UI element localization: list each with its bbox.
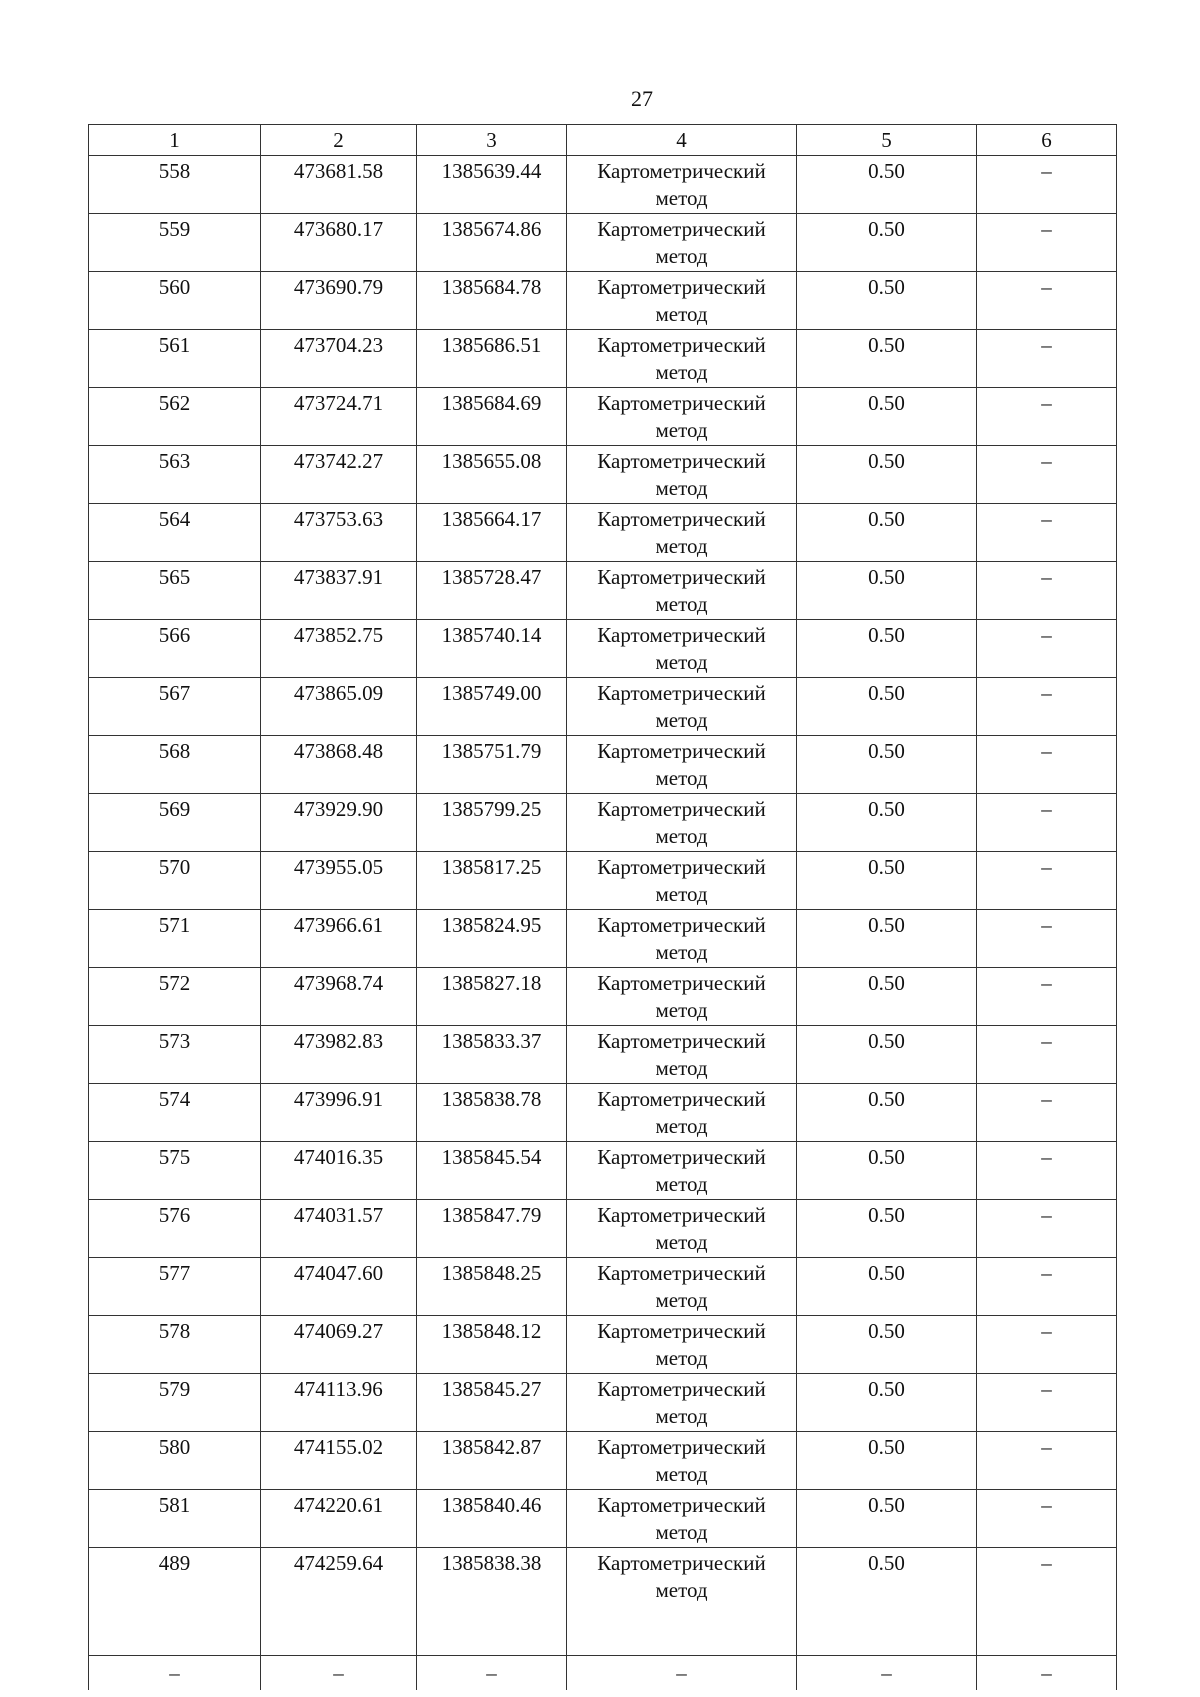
table-header <box>89 125 1117 156</box>
x-coordinate-cell: 473753.63 <box>261 504 417 562</box>
table-row <box>89 330 1117 388</box>
method-name-line1: Картометрический <box>597 217 766 241</box>
method-name-line1: Картометрический <box>597 1319 766 1343</box>
note-cell: – <box>977 272 1117 330</box>
method-name-line1: Картометрический <box>597 1435 766 1459</box>
header-row <box>89 125 1117 156</box>
method-name-line2: метод <box>655 1346 708 1370</box>
point-number-cell: 565 <box>89 562 261 620</box>
method-name-line1: Картометрический <box>597 971 766 995</box>
coordinates-table <box>88 124 1117 1690</box>
method-name-line2: метод <box>655 882 708 906</box>
accuracy-cell: 0.50 <box>797 1200 977 1258</box>
method-name-line1: Картометрический <box>597 565 766 589</box>
x-coordinate-cell: 474113.96 <box>261 1374 417 1432</box>
x-coordinate-cell: 473837.91 <box>261 562 417 620</box>
point-number-cell: 570 <box>89 852 261 910</box>
table-row <box>89 1374 1117 1432</box>
table-row <box>89 1026 1117 1084</box>
header-col-1: 1 <box>89 125 261 156</box>
point-number-cell: 575 <box>89 1142 261 1200</box>
x-coordinate-cell: 473968.74 <box>261 968 417 1026</box>
method-cell <box>567 1548 797 1656</box>
method-name-line1: Картометрический <box>597 913 766 937</box>
y-coordinate-cell: 1385751.79 <box>417 736 567 794</box>
method-name-line1: Картометрический <box>597 1087 766 1111</box>
x-coordinate-cell: 474259.64 <box>261 1548 417 1656</box>
method-name-line1: Картометрический <box>597 1145 766 1169</box>
table-row <box>89 678 1117 736</box>
accuracy-cell: 0.50 <box>797 1548 977 1656</box>
accuracy-cell: 0.50 <box>797 330 977 388</box>
method-name-line1: Картометрический <box>597 333 766 357</box>
x-coordinate-cell: 473690.79 <box>261 272 417 330</box>
accuracy-cell: 0.50 <box>797 1084 977 1142</box>
accuracy-cell: 0.50 <box>797 1432 977 1490</box>
method-name-line2: метод <box>655 708 708 732</box>
accuracy-cell: 0.50 <box>797 156 977 214</box>
x-coordinate-cell: 473680.17 <box>261 214 417 272</box>
table-row <box>89 272 1117 330</box>
table-row <box>89 1258 1117 1316</box>
point-number-cell: 580 <box>89 1432 261 1490</box>
table-body <box>89 156 1117 1691</box>
method-cell <box>567 1084 797 1142</box>
accuracy-cell: 0.50 <box>797 852 977 910</box>
method-cell <box>567 1374 797 1432</box>
method-name-line2: метод <box>655 766 708 790</box>
method-name-line2: метод <box>655 650 708 674</box>
method-name-line1: Картометрический <box>597 507 766 531</box>
y-coordinate-cell: 1385833.37 <box>417 1026 567 1084</box>
point-number-cell: 578 <box>89 1316 261 1374</box>
point-number-cell: 571 <box>89 910 261 968</box>
note-cell: – <box>977 794 1117 852</box>
method-name-line1: Картометрический <box>597 855 766 879</box>
note-cell: – <box>977 1200 1117 1258</box>
method-cell <box>567 330 797 388</box>
method-name-line2: метод <box>655 360 708 384</box>
y-coordinate-cell: 1385838.38 <box>417 1548 567 1656</box>
y-coordinate-cell: 1385817.25 <box>417 852 567 910</box>
method-cell <box>567 678 797 736</box>
table-row <box>89 1490 1117 1548</box>
x-coordinate-cell: 474016.35 <box>261 1142 417 1200</box>
note-cell: – <box>977 1432 1117 1490</box>
method-name-line1: Картометрический <box>597 623 766 647</box>
note-cell: – <box>977 1374 1117 1432</box>
accuracy-cell: 0.50 <box>797 214 977 272</box>
point-number-cell: 560 <box>89 272 261 330</box>
y-coordinate-cell: 1385655.08 <box>417 446 567 504</box>
table-row <box>89 156 1117 214</box>
accuracy-cell: 0.50 <box>797 1142 977 1200</box>
x-coordinate-cell: 473868.48 <box>261 736 417 794</box>
method-cell <box>567 1316 797 1374</box>
note-cell: – <box>977 1026 1117 1084</box>
accuracy-cell: 0.50 <box>797 504 977 562</box>
y-coordinate-cell: 1385749.00 <box>417 678 567 736</box>
y-coordinate-cell: 1385740.14 <box>417 620 567 678</box>
point-number-cell: 563 <box>89 446 261 504</box>
accuracy-cell: 0.50 <box>797 736 977 794</box>
x-coordinate-cell: 473865.09 <box>261 678 417 736</box>
point-number-cell: 559 <box>89 214 261 272</box>
method-name-line1: Картометрический <box>597 681 766 705</box>
table-row <box>89 388 1117 446</box>
y-coordinate-cell: 1385684.69 <box>417 388 567 446</box>
y-coordinate-cell: 1385845.54 <box>417 1142 567 1200</box>
method-cell <box>567 1432 797 1490</box>
note-cell: – <box>977 678 1117 736</box>
table-row <box>89 214 1117 272</box>
note-cell: – <box>977 910 1117 968</box>
method-name-line1: Картометрический <box>597 449 766 473</box>
method-cell <box>567 910 797 968</box>
table-row <box>89 736 1117 794</box>
note-cell: – <box>977 1316 1117 1374</box>
y-coordinate-cell: 1385847.79 <box>417 1200 567 1258</box>
y-coordinate-cell: 1385824.95 <box>417 910 567 968</box>
x-coordinate-cell: 474069.27 <box>261 1316 417 1374</box>
y-coordinate-cell: 1385827.18 <box>417 968 567 1026</box>
accuracy-cell: 0.50 <box>797 272 977 330</box>
method-name-line2: метод <box>655 476 708 500</box>
point-number-cell: 569 <box>89 794 261 852</box>
note-cell: – <box>977 1084 1117 1142</box>
point-number-cell: 574 <box>89 1084 261 1142</box>
table-row <box>89 446 1117 504</box>
method-cell <box>567 794 797 852</box>
x-coordinate-cell: 473852.75 <box>261 620 417 678</box>
dash-cell: – <box>89 1656 261 1691</box>
method-name-line2: метод <box>655 244 708 268</box>
point-number-cell: 564 <box>89 504 261 562</box>
accuracy-cell: 0.50 <box>797 1316 977 1374</box>
note-cell: – <box>977 156 1117 214</box>
y-coordinate-cell: 1385728.47 <box>417 562 567 620</box>
x-coordinate-cell: 473681.58 <box>261 156 417 214</box>
table-row <box>89 504 1117 562</box>
accuracy-cell: 0.50 <box>797 562 977 620</box>
method-name-line2: метод <box>655 534 708 558</box>
dash-cell: – <box>567 1656 797 1691</box>
point-number-cell: 561 <box>89 330 261 388</box>
method-name-line2: метод <box>655 824 708 848</box>
method-name-line1: Картометрический <box>597 1377 766 1401</box>
method-cell <box>567 562 797 620</box>
method-name-line2: метод <box>655 1114 708 1138</box>
y-coordinate-cell: 1385840.46 <box>417 1490 567 1548</box>
x-coordinate-cell: 474031.57 <box>261 1200 417 1258</box>
method-cell <box>567 446 797 504</box>
method-cell <box>567 504 797 562</box>
table-row <box>89 1200 1117 1258</box>
method-name-line2: метод <box>655 1172 708 1196</box>
method-name-line1: Картометрический <box>597 797 766 821</box>
point-number-cell: 562 <box>89 388 261 446</box>
point-number-cell: 566 <box>89 620 261 678</box>
y-coordinate-cell: 1385838.78 <box>417 1084 567 1142</box>
page-number: 27 <box>631 86 653 111</box>
x-coordinate-cell: 473724.71 <box>261 388 417 446</box>
x-coordinate-cell: 473955.05 <box>261 852 417 910</box>
accuracy-cell: 0.50 <box>797 1258 977 1316</box>
x-coordinate-cell: 473929.90 <box>261 794 417 852</box>
table-row <box>89 968 1117 1026</box>
accuracy-cell: 0.50 <box>797 388 977 446</box>
table-row <box>89 1432 1117 1490</box>
method-name-line2: метод <box>655 1404 708 1428</box>
x-coordinate-cell: 473742.27 <box>261 446 417 504</box>
note-cell: – <box>977 1490 1117 1548</box>
method-name-line1: Картометрический <box>597 1029 766 1053</box>
point-number-cell: 577 <box>89 1258 261 1316</box>
method-name-line2: метод <box>655 1288 708 1312</box>
point-number-cell: 573 <box>89 1026 261 1084</box>
method-cell <box>567 620 797 678</box>
point-number-cell: 567 <box>89 678 261 736</box>
point-number-cell: 489 <box>89 1548 261 1656</box>
accuracy-cell: 0.50 <box>797 794 977 852</box>
table-row <box>89 852 1117 910</box>
method-name-line1: Картометрический <box>597 1261 766 1285</box>
point-number-cell: 568 <box>89 736 261 794</box>
y-coordinate-cell: 1385848.12 <box>417 1316 567 1374</box>
note-cell: – <box>977 388 1117 446</box>
header-col-5: 5 <box>797 125 977 156</box>
y-coordinate-cell: 1385674.86 <box>417 214 567 272</box>
dash-cell: – <box>977 1656 1117 1691</box>
point-number-cell: 572 <box>89 968 261 1026</box>
y-coordinate-cell: 1385684.78 <box>417 272 567 330</box>
method-name-line2: метод <box>655 1230 708 1254</box>
method-cell <box>567 1142 797 1200</box>
dash-cell: – <box>261 1656 417 1691</box>
note-cell: – <box>977 968 1117 1026</box>
method-name-line1: Картометрический <box>597 1493 766 1517</box>
note-cell: – <box>977 1258 1117 1316</box>
header-col-3: 3 <box>417 125 567 156</box>
x-coordinate-cell: 473966.61 <box>261 910 417 968</box>
accuracy-cell: 0.50 <box>797 620 977 678</box>
x-coordinate-cell: 474155.02 <box>261 1432 417 1490</box>
x-coordinate-cell: 473996.91 <box>261 1084 417 1142</box>
header-col-6: 6 <box>977 125 1117 156</box>
note-cell: – <box>977 852 1117 910</box>
y-coordinate-cell: 1385664.17 <box>417 504 567 562</box>
table-row <box>89 1142 1117 1200</box>
y-coordinate-cell: 1385639.44 <box>417 156 567 214</box>
accuracy-cell: 0.50 <box>797 1490 977 1548</box>
point-number-cell: 579 <box>89 1374 261 1432</box>
method-name-line1: Картометрический <box>597 275 766 299</box>
method-name-line2: метод <box>655 1462 708 1486</box>
table-row <box>89 1548 1117 1656</box>
note-cell: – <box>977 620 1117 678</box>
dash-cell: – <box>417 1656 567 1691</box>
method-name-line1: Картометрический <box>597 159 766 183</box>
method-name-line2: метод <box>655 592 708 616</box>
x-coordinate-cell: 473982.83 <box>261 1026 417 1084</box>
note-cell: – <box>977 504 1117 562</box>
method-name-line2: метод <box>655 1056 708 1080</box>
point-number-cell: 558 <box>89 156 261 214</box>
accuracy-cell: 0.50 <box>797 1026 977 1084</box>
method-cell <box>567 852 797 910</box>
accuracy-cell: 0.50 <box>797 678 977 736</box>
note-cell: – <box>977 1548 1117 1656</box>
method-name-line2: метод <box>655 940 708 964</box>
note-cell: – <box>977 330 1117 388</box>
note-cell: – <box>977 736 1117 794</box>
header-col-2: 2 <box>261 125 417 156</box>
method-cell <box>567 736 797 794</box>
method-name-line1: Картометрический <box>597 1203 766 1227</box>
header-col-4: 4 <box>567 125 797 156</box>
point-number-cell: 576 <box>89 1200 261 1258</box>
method-name-line2: метод <box>655 302 708 326</box>
method-name-line1: Картометрический <box>597 739 766 763</box>
method-name-line1: Картометрический <box>597 391 766 415</box>
method-name-line2: метод <box>655 186 708 210</box>
y-coordinate-cell: 1385686.51 <box>417 330 567 388</box>
table-row <box>89 562 1117 620</box>
method-cell <box>567 156 797 214</box>
accuracy-cell: 0.50 <box>797 968 977 1026</box>
note-cell: – <box>977 562 1117 620</box>
method-name-line2: метод <box>655 418 708 442</box>
x-coordinate-cell: 474220.61 <box>261 1490 417 1548</box>
method-name-line2: метод <box>655 1520 708 1544</box>
point-number-cell: 581 <box>89 1490 261 1548</box>
dash-cell: – <box>797 1656 977 1691</box>
y-coordinate-cell: 1385845.27 <box>417 1374 567 1432</box>
note-cell: – <box>977 446 1117 504</box>
method-cell <box>567 1200 797 1258</box>
x-coordinate-cell: 473704.23 <box>261 330 417 388</box>
method-name-line2: метод <box>655 998 708 1022</box>
y-coordinate-cell: 1385799.25 <box>417 794 567 852</box>
table-row <box>89 1316 1117 1374</box>
method-cell <box>567 388 797 446</box>
accuracy-cell: 0.50 <box>797 1374 977 1432</box>
method-cell <box>567 1026 797 1084</box>
method-cell <box>567 214 797 272</box>
method-cell <box>567 1490 797 1548</box>
table-row <box>89 1084 1117 1142</box>
table-row <box>89 794 1117 852</box>
accuracy-cell: 0.50 <box>797 446 977 504</box>
method-cell <box>567 272 797 330</box>
note-cell: – <box>977 1142 1117 1200</box>
method-cell <box>567 968 797 1026</box>
y-coordinate-cell: 1385848.25 <box>417 1258 567 1316</box>
method-name-line1: Картометрический <box>597 1551 766 1575</box>
accuracy-cell: 0.50 <box>797 910 977 968</box>
y-coordinate-cell: 1385842.87 <box>417 1432 567 1490</box>
x-coordinate-cell: 474047.60 <box>261 1258 417 1316</box>
dash-row <box>89 1656 1117 1691</box>
table-row <box>89 910 1117 968</box>
method-name-line2: метод <box>655 1578 708 1602</box>
note-cell: – <box>977 214 1117 272</box>
table-row <box>89 620 1117 678</box>
method-cell <box>567 1258 797 1316</box>
